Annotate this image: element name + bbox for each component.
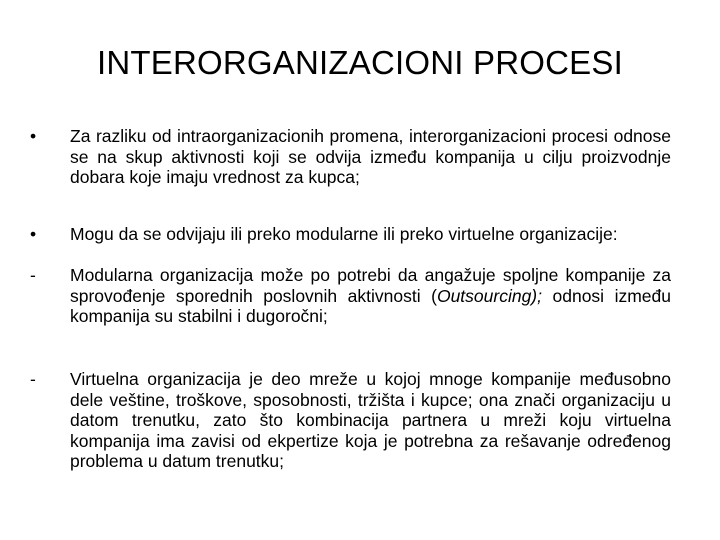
dash-marker: - xyxy=(30,369,36,389)
dash-marker: - xyxy=(30,265,36,285)
bullet-marker: • xyxy=(30,224,37,244)
slide-title: INTERORGANIZACIONI PROCESI xyxy=(97,44,623,81)
bullet-text: Mogu da se odvijaju ili preko modularne ili preko virtuelne organizacije: xyxy=(70,224,618,244)
bullet-text: Za razliku od intraorganizacionih promena, interorganizacioni procesi odnose se na skup aktivnosti koji se odvija između kompanija u cilju proizvodnje dobara koje imaju vrednost za kupca; xyxy=(70,126,671,187)
dash-text xyxy=(70,265,671,327)
dash-text-part: Modularna organizacija može po potrebi da angažuje spoljne kompanije za sprovođenje sporednih poslovnih aktivnosti ( xyxy=(70,265,671,306)
dash-text-part: odnosi između kompanija su stabilni i dugoročni; xyxy=(70,285,671,326)
outsourcing-term: Outsourcing); xyxy=(436,285,542,306)
dash-text: Virtuelna organizacija je deo mreže u kojoj mnoge kompanije međusobno dele veštine, troškove, sposobnosti, tržišta i kupce; ona znači organizaciju u datom trenutku, zato što kombinacija partnera u mreži koju virtuelna kompanija ima zavisi od ekpertize koja je potrebna za rešavanje određenog problema u datum trenutku; xyxy=(70,369,671,471)
bullet-marker: • xyxy=(30,126,37,146)
